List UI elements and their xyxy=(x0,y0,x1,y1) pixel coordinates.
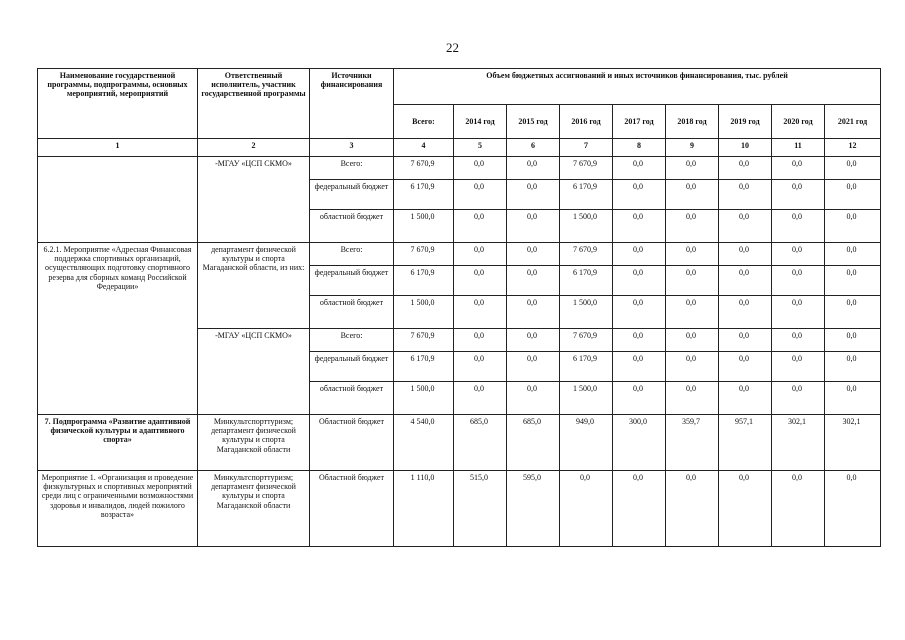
cell-value: 0,0 xyxy=(825,471,881,547)
cell-value: 0,0 xyxy=(772,352,825,382)
row-source: федеральный бюджет xyxy=(310,180,394,210)
cell-value: 0,0 xyxy=(454,243,507,266)
cell-value: 949,0 xyxy=(560,415,613,471)
column-number: 12 xyxy=(825,139,881,157)
cell-value: 0,0 xyxy=(772,243,825,266)
column-number: 2 xyxy=(198,139,310,157)
row-executor: департамент физической культуры и спорта Магаданской области, из них: xyxy=(198,243,310,329)
column-number: 11 xyxy=(772,139,825,157)
row-source: Областной бюджет xyxy=(310,471,394,547)
row-source: областной бюджет xyxy=(310,382,394,415)
cell-value: 595,0 xyxy=(507,471,560,547)
column-number: 8 xyxy=(613,139,666,157)
cell-value: 0,0 xyxy=(613,329,666,352)
cell-value: 0,0 xyxy=(825,296,881,329)
cell-value: 0,0 xyxy=(613,382,666,415)
budget-table xyxy=(37,68,881,547)
cell-value: 0,0 xyxy=(666,329,719,352)
cell-total: 6 170,9 xyxy=(394,352,454,382)
cell-value: 0,0 xyxy=(613,180,666,210)
column-number: 5 xyxy=(454,139,507,157)
header-year: 2018 год xyxy=(666,105,719,139)
header-financing-group: Объем бюджетных ассигнований и иных источников финансирования, тыс. рублей xyxy=(394,69,881,105)
cell-value: 0,0 xyxy=(507,266,560,296)
cell-value: 0,0 xyxy=(719,180,772,210)
page-number: 22 xyxy=(446,40,459,55)
cell-value: 0,0 xyxy=(825,382,881,415)
column-number: 6 xyxy=(507,139,560,157)
cell-total: 6 170,9 xyxy=(394,266,454,296)
cell-value: 302,1 xyxy=(772,415,825,471)
column-numbers-row xyxy=(38,139,881,157)
cell-value: 0,0 xyxy=(719,329,772,352)
cell-value: 0,0 xyxy=(454,296,507,329)
table-row xyxy=(38,471,881,547)
cell-value: 1 500,0 xyxy=(560,382,613,415)
cell-value: 515,0 xyxy=(454,471,507,547)
cell-value: 0,0 xyxy=(454,352,507,382)
cell-value: 0,0 xyxy=(666,471,719,547)
header-executor-col: Ответственный исполнитель, участник государственной программы xyxy=(198,69,310,139)
table-row xyxy=(38,415,881,471)
column-number: 3 xyxy=(310,139,394,157)
cell-value: 0,0 xyxy=(825,157,881,180)
cell-value: 0,0 xyxy=(825,266,881,296)
row-executor: -МГАУ «ЦСП СКМО» xyxy=(198,157,310,243)
header-year: 2017 год xyxy=(613,105,666,139)
header-year: 2015 год xyxy=(507,105,560,139)
cell-value: 0,0 xyxy=(507,382,560,415)
header-total: Всего: xyxy=(394,105,454,139)
cell-value: 0,0 xyxy=(507,329,560,352)
cell-value: 0,0 xyxy=(507,180,560,210)
cell-value: 0,0 xyxy=(613,352,666,382)
cell-value: 0,0 xyxy=(772,180,825,210)
cell-value: 7 670,9 xyxy=(560,329,613,352)
cell-value: 0,0 xyxy=(772,210,825,243)
cell-value: 0,0 xyxy=(825,329,881,352)
cell-value: 0,0 xyxy=(666,382,719,415)
header-year: 2019 год xyxy=(719,105,772,139)
header-year: 2021 год xyxy=(825,105,881,139)
cell-value: 0,0 xyxy=(825,243,881,266)
cell-value: 0,0 xyxy=(613,471,666,547)
cell-value: 0,0 xyxy=(772,329,825,352)
cell-value: 685,0 xyxy=(454,415,507,471)
row-source: Областной бюджет xyxy=(310,415,394,471)
cell-value: 0,0 xyxy=(772,266,825,296)
cell-value: 0,0 xyxy=(613,266,666,296)
cell-value: 957,1 xyxy=(719,415,772,471)
header-year: 2020 год xyxy=(772,105,825,139)
cell-total: 1 500,0 xyxy=(394,296,454,329)
cell-value: 0,0 xyxy=(666,157,719,180)
cell-value: 0,0 xyxy=(719,266,772,296)
column-number: 1 xyxy=(38,139,198,157)
header-source-col: Источники финансирования xyxy=(310,69,394,139)
row-source: федеральный бюджет xyxy=(310,352,394,382)
cell-value: 302,1 xyxy=(825,415,881,471)
row-source: федеральный бюджет xyxy=(310,266,394,296)
header-year: 2016 год xyxy=(560,105,613,139)
cell-value: 0,0 xyxy=(719,157,772,180)
cell-value: 0,0 xyxy=(772,471,825,547)
cell-total: 4 540,0 xyxy=(394,415,454,471)
cell-value: 6 170,9 xyxy=(560,266,613,296)
cell-value: 0,0 xyxy=(560,471,613,547)
cell-value: 0,0 xyxy=(825,180,881,210)
cell-value: 0,0 xyxy=(772,296,825,329)
row-executor: Минкультспорттуризм; департамент физической культуры и спорта Магаданской области xyxy=(198,471,310,547)
cell-value: 0,0 xyxy=(666,266,719,296)
row-source: Всего: xyxy=(310,243,394,266)
cell-value: 300,0 xyxy=(613,415,666,471)
cell-value: 0,0 xyxy=(454,266,507,296)
cell-value: 0,0 xyxy=(454,157,507,180)
cell-total: 7 670,9 xyxy=(394,329,454,352)
row-executor: Минкультспорттуризм; департамент физической культуры и спорта Магаданской области xyxy=(198,415,310,471)
cell-value: 0,0 xyxy=(454,180,507,210)
cell-total: 1 500,0 xyxy=(394,382,454,415)
table-row xyxy=(38,243,881,266)
cell-value: 0,0 xyxy=(772,382,825,415)
cell-total: 6 170,9 xyxy=(394,180,454,210)
cell-value: 0,0 xyxy=(719,210,772,243)
cell-value: 0,0 xyxy=(666,243,719,266)
cell-value: 0,0 xyxy=(719,296,772,329)
cell-value: 6 170,9 xyxy=(560,180,613,210)
cell-value: 7 670,9 xyxy=(560,243,613,266)
cell-value: 0,0 xyxy=(666,180,719,210)
cell-value: 0,0 xyxy=(666,352,719,382)
cell-value: 6 170,9 xyxy=(560,352,613,382)
cell-value: 0,0 xyxy=(507,296,560,329)
header-year: 2014 год xyxy=(454,105,507,139)
header-name-col: Наименование государственной программы, подпрограммы, основных мероприятий, мероприятий xyxy=(38,69,198,139)
cell-value: 7 670,9 xyxy=(560,157,613,180)
row-source: областной бюджет xyxy=(310,296,394,329)
cell-value: 0,0 xyxy=(454,329,507,352)
cell-value: 1 500,0 xyxy=(560,210,613,243)
row-name: 6.2.1. Мероприятие «Адресная Финансовая поддержка спортивных организаций, осуществляющих подготовку спортивного резерва для сборных команд Российской Федерации» xyxy=(38,243,198,415)
cell-value: 0,0 xyxy=(613,296,666,329)
column-number: 7 xyxy=(560,139,613,157)
cell-value: 0,0 xyxy=(719,352,772,382)
cell-value: 0,0 xyxy=(719,471,772,547)
cell-total: 7 670,9 xyxy=(394,243,454,266)
cell-value: 359,7 xyxy=(666,415,719,471)
cell-value: 0,0 xyxy=(666,210,719,243)
cell-value: 0,0 xyxy=(666,296,719,329)
column-number: 10 xyxy=(719,139,772,157)
cell-value: 0,0 xyxy=(507,243,560,266)
cell-value: 0,0 xyxy=(454,210,507,243)
cell-value: 0,0 xyxy=(613,210,666,243)
column-number: 9 xyxy=(666,139,719,157)
column-number: 4 xyxy=(394,139,454,157)
cell-value: 685,0 xyxy=(507,415,560,471)
cell-value: 0,0 xyxy=(507,210,560,243)
table-row xyxy=(38,157,881,180)
row-source: областной бюджет xyxy=(310,210,394,243)
row-name xyxy=(38,157,198,243)
cell-total: 1 500,0 xyxy=(394,210,454,243)
cell-value: 0,0 xyxy=(454,382,507,415)
cell-value: 0,0 xyxy=(613,243,666,266)
cell-value: 1 500,0 xyxy=(560,296,613,329)
cell-total: 7 670,9 xyxy=(394,157,454,180)
cell-value: 0,0 xyxy=(772,157,825,180)
row-executor: -МГАУ «ЦСП СКМО» xyxy=(198,329,310,415)
cell-value: 0,0 xyxy=(825,210,881,243)
cell-value: 0,0 xyxy=(825,352,881,382)
cell-value: 0,0 xyxy=(613,157,666,180)
row-name: Мероприятие 1. «Организация и проведение физкультурных и спортивных мероприятий среди лиц с ограниченными возможностями здоровья и инвалидов, людей пожилого возраста» xyxy=(38,471,198,547)
row-source: Всего: xyxy=(310,329,394,352)
row-name: 7. Подпрограмма «Развитие адаптивной физической культуры и адаптивного спорта» xyxy=(38,415,198,471)
cell-value: 0,0 xyxy=(719,243,772,266)
cell-value: 0,0 xyxy=(507,352,560,382)
row-source: Всего: xyxy=(310,157,394,180)
cell-value: 0,0 xyxy=(507,157,560,180)
cell-total: 1 110,0 xyxy=(394,471,454,547)
cell-value: 0,0 xyxy=(719,382,772,415)
